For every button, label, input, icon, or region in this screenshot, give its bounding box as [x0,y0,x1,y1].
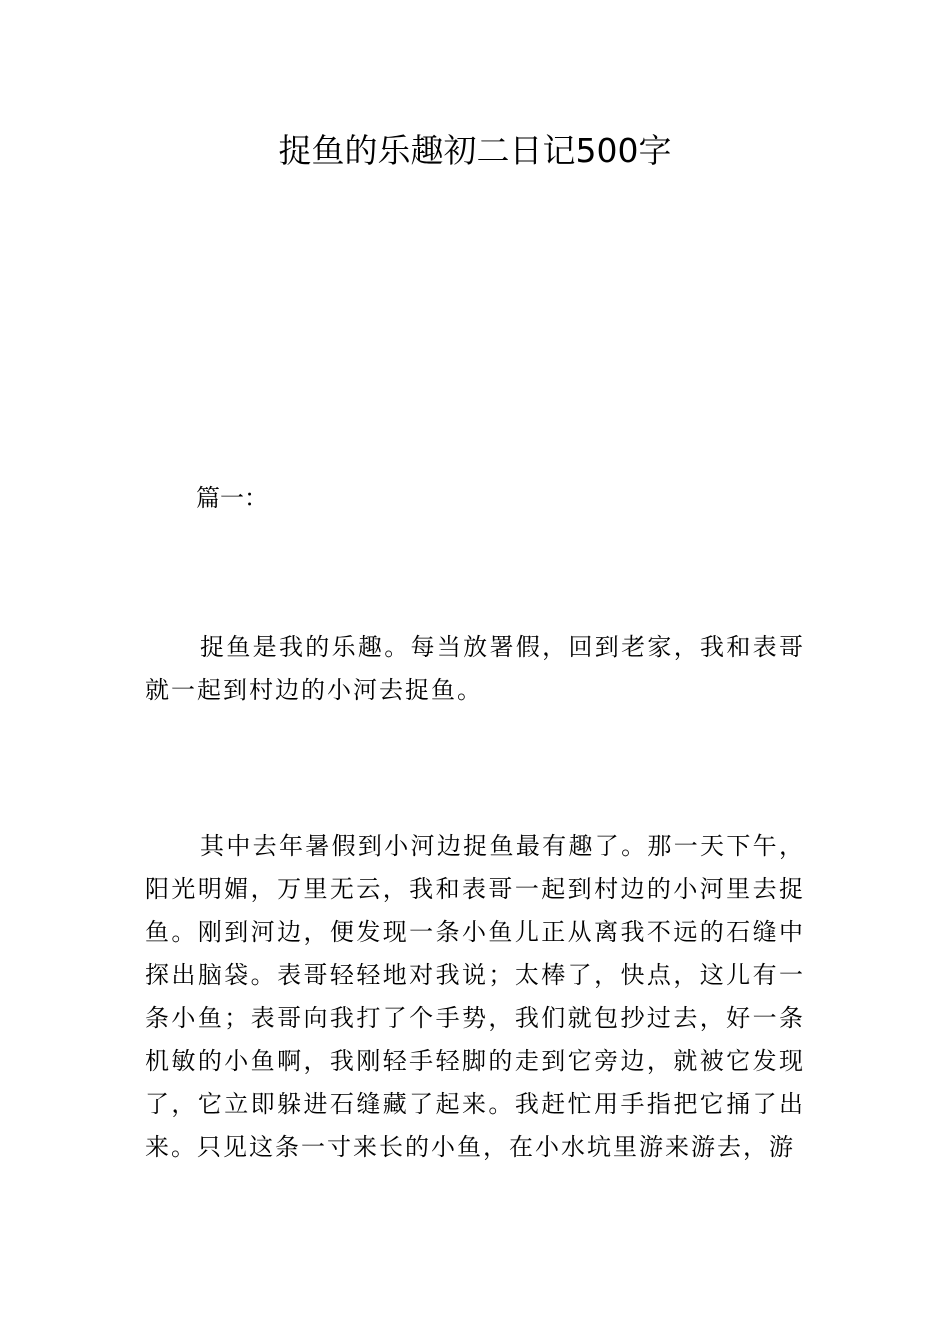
document-title: 捉鱼的乐趣初二日记500字 [278,131,672,170]
paragraph-1: 捉鱼是我的乐趣。每当放署假，回到老家，我和表哥就一起到村边的小河去捉鱼。 [145,633,805,704]
paragraph-2: 其中去年暑假到小河边捉鱼最有趣了。那一天下午，阳光明媚，万里无云，我和表哥一起到村边的小河里去捉鱼。刚到河边，便发现一条小鱼儿正从离我不远的石缝中探出脑袋。表哥轻轻地对我说；太棒了，快点，这儿有一条小鱼；表哥向我打了个手势，我们就包抄过去，好一条机敏的小鱼啊，我刚轻手轻脚的走到它旁边，就被它发现了，它立即躲进石缝藏了起来。我赶忙用手指把它捅了出来。只见这条一寸来长的小鱼，在小水坑里游来游去，游 [145,832,805,1161]
section-label: 篇一： [196,484,268,512]
